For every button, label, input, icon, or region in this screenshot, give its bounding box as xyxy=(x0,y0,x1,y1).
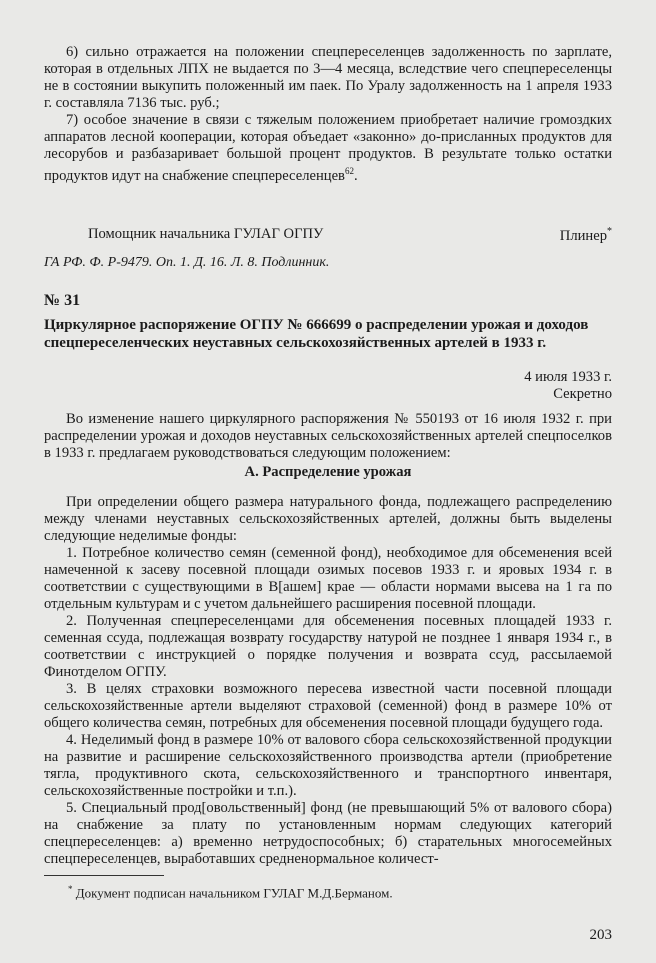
text-block-main xyxy=(44,494,612,868)
text-block-intro xyxy=(44,411,612,462)
paragraph-intro: Во изменение нашего циркулярного распоряжения № 550193 от 16 июля 1932 г. при распределении урожая и доходов неуставных сельскохозяйственных артелей спецпоселков в 1933 г. предлагаем руководствоваться следующим положением: xyxy=(44,411,612,461)
paragraph-item-3: 3. В целях страховки возможного пересева известной части посевной площади сельскохозяйственные артели выделяют страховой (семенной) фонд в размере 10% от общего количества семян, потребных для обсеменения посевной площади будущего года. xyxy=(44,681,612,731)
paragraph-funds: При определении общего размера натурального фонда, подлежащего распределению между членами неуставных сельскохозяйственных артелей, должны быть выделены следующие неделимые фонды: xyxy=(44,494,612,544)
signer-footnote-mark: * xyxy=(607,226,612,237)
signature-line xyxy=(88,226,612,243)
paragraph-7-text: 7) особое значение в связи с тяжелым положением приобретает наличие громоздких аппаратов лесной кооперации, которая объедает «законно» до-присланных продуктов для лесорубов и разбазаривает большой процент продуктов. В результате только остатки продуктов идут на снабжение спецпереселенцев xyxy=(44,112,612,184)
paragraph-6: 6) сильно отражается на положении спецпереселенцев задолженность по зарплате, которая в отдельных ЛПХ не выдается по 3—4 месяца, вследствие чего спецпереселенцы не в состоянии выкупить положенный им паек. По Уралу задолженность на 1 апреля 1933 г. составляла 7136 тыс. руб.; xyxy=(44,44,612,111)
endnote-ref: 62 xyxy=(344,166,354,176)
footnote xyxy=(68,884,393,901)
signer-name: Плинер xyxy=(559,227,607,244)
paragraph-item-5: 5. Специальный прод[овольственный] фонд (не превышающий 5% от валового сбора) на снабжение за плату по установленным нормам следующих категорий спецпереселенцев: а) временно нетрудоспособных; б) старательных многосемейных спецпереселенцев, выработавших средненормальное количест- xyxy=(44,800,612,867)
secrecy-label: Секретно xyxy=(553,386,612,402)
paragraph-7: 7) особое значение в связи с тяжелым положением приобретает наличие громоздких аппаратов лесной кооперации, которая объедает «законно» до-присланных продуктов для лесорубов и разбазаривает большой процент продуктов. В результате только остатки продуктов идут на снабжение спецпереселенцев$^{62}$. xyxy=(44,112,612,184)
paragraph-item-1: 1. Потребное количество семян (семенной фонд), необходимое для обсеменения всей намеченной к засеву посевной площади озимых посевов 1933 г. и яровых 1934 г. в соответствии с существующими в В[ашем] крае — области нормами высева на 1 га по отдельным культурам и с учетом дальнейшего расширения посевной площади. xyxy=(44,545,612,612)
text-block-top xyxy=(44,44,612,185)
paragraph-item-2: 2. Полученная спецпереселенцами для обсеменения посевных площадей 1933 г. семенная ссуда, подлежащая возврату государству натурой не позднее 1 января 1934 г., в соответствии с инструкцией о порядке получения и возврата ссуд, рассылаемой Финотделом ОГПУ. xyxy=(44,613,612,680)
signer-name-wrap xyxy=(560,226,612,245)
archive-source: ГА РФ. Ф. Р-9479. Оп. 1. Д. 16. Л. 8. Подлинник. xyxy=(44,255,330,270)
section-heading: А. Распределение урожая xyxy=(244,464,412,480)
signer-title: Помощник начальника ГУЛАГ ОГПУ xyxy=(88,226,324,242)
document-title: Циркулярное распоряжение ОГПУ № 666699 о распределении урожая и доходов спецпереселенческих неуставных сельскохозяйственных артелей в 1933 г. xyxy=(44,317,589,351)
page-number: 203 xyxy=(589,927,612,943)
footnote-mark: * xyxy=(68,884,73,894)
date-block xyxy=(524,369,612,403)
document-number: № 31 xyxy=(44,292,81,309)
footnote-text: Документ подписан начальником ГУЛАГ М.Д.Берманом. xyxy=(75,885,393,901)
footnote-divider xyxy=(44,875,164,876)
paragraph-item-4: 4. Неделимый фонд в размере 10% от валового сбора сельскохозяйственной продукции на развитие и расширение сельскохозяйственного производства артели (приобретение тягла, продуктивного скота, сельскохозяйственного и транспортного инвентаря, сельскохозяйственные постройки и т.п.). xyxy=(44,732,612,799)
document-date: 4 июля 1933 г. xyxy=(524,369,612,385)
